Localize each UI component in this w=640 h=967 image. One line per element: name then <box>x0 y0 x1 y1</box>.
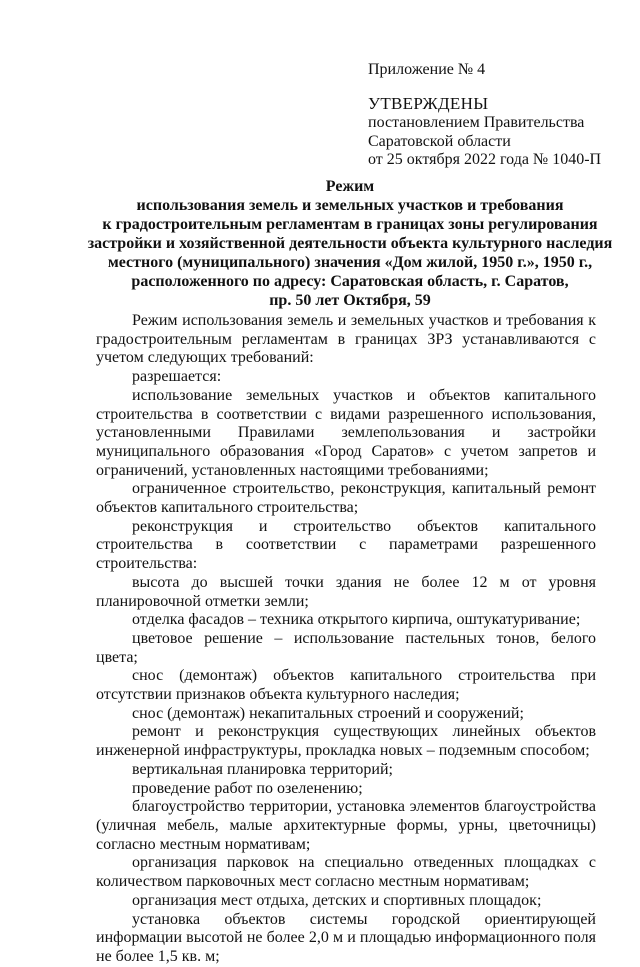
approved-heading: УТВЕРЖДЕНЫ <box>368 94 489 113</box>
appendix-number: Приложение № 4 <box>368 61 486 78</box>
body-paragraph: высота до высшей точки здания не более 12 м от уровня планировочной отметки земли; <box>96 573 596 610</box>
body-paragraph: отделка фасадов – техника открытого кирпича, оштукатуривание; <box>132 611 581 629</box>
approval-line: от 25 октября 2022 года № 1040-П <box>368 151 602 168</box>
body-paragraph: использование земельных участков и объектов капитального строительства в соответствии с видами разрешенного использования, установленными Правилами землепользования и застройки муниципального образования «Город Саратов» с учетом запретов и ограничений, установленных настоящими требованиями; <box>96 386 596 479</box>
body-paragraph: ограниченное строительство, реконструкция, капитальный ремонт объектов капитального строительства; <box>96 480 596 517</box>
approval-block <box>368 94 601 170</box>
document-title <box>80 177 620 310</box>
body-paragraph: организация мест отдыха, детских и спортивных площадок; <box>132 891 542 909</box>
title-line: Режим <box>325 178 375 195</box>
body-paragraph: цветовое решение – использование пастельных тонов, белого цвета; <box>96 629 596 666</box>
title-line: к градостроительным регламентам в границах зоны регулирования <box>102 216 598 233</box>
body-paragraph: Режим использования земель и земельных участков и требования к градостроительным регламентам в границах ЗРЗ устанавливаются с учетом следующих требований: <box>96 312 596 367</box>
approval-line: постановлением Правительства <box>368 114 585 131</box>
title-line: застройки и хозяйственной деятельности объекта культурного наследия <box>87 235 613 252</box>
body-paragraph: вертикальная планировка территорий; <box>132 760 393 778</box>
body-paragraph: организация парковок на специально отведенных площадках с количеством парковочных мест согласно местным нормативам; <box>96 854 596 891</box>
title-line: расположенного по адресу: Саратовская область, г. Саратов, <box>131 273 569 290</box>
body-paragraph: реконструкция и строительство объектов капитального строительства в соответствии с параметрами разрешенного строительства: <box>96 517 596 573</box>
body-paragraph: ремонт и реконструкция существующих линейных объектов инженерной инфраструктуры, прокладка новых – подземным способом; <box>96 723 596 760</box>
body-paragraph: разрешается: <box>132 368 222 386</box>
approval-line: Саратовской области <box>368 132 511 150</box>
title-line: местного (муниципального) значения «Дом жилой, 1950 г.», 1950 г., <box>107 254 593 271</box>
body-paragraph: проведение работ по озеленению; <box>132 779 363 797</box>
title-line: использования земель и земельных участков и требования <box>136 197 564 214</box>
title-line: пр. 50 лет Октября, 59 <box>269 292 431 309</box>
body-paragraph: благоустройство территории, установка элементов благоустройства (уличная мебель, малые архитектурные формы, урны, цветочницы) согласно местным нормативам; <box>96 798 596 853</box>
document-body <box>96 312 596 967</box>
body-paragraph: снос (демонтаж) некапитальных строений и сооружений; <box>132 704 524 722</box>
body-paragraph: снос (демонтаж) объектов капитального строительства при отсутствии признаков объекта культурного наследия; <box>96 667 596 704</box>
body-paragraph: установка объектов системы городской ориентирующей информации высотой не более 2,0 м и площадью информационного поля не более 1,5 кв. м; <box>96 910 596 965</box>
